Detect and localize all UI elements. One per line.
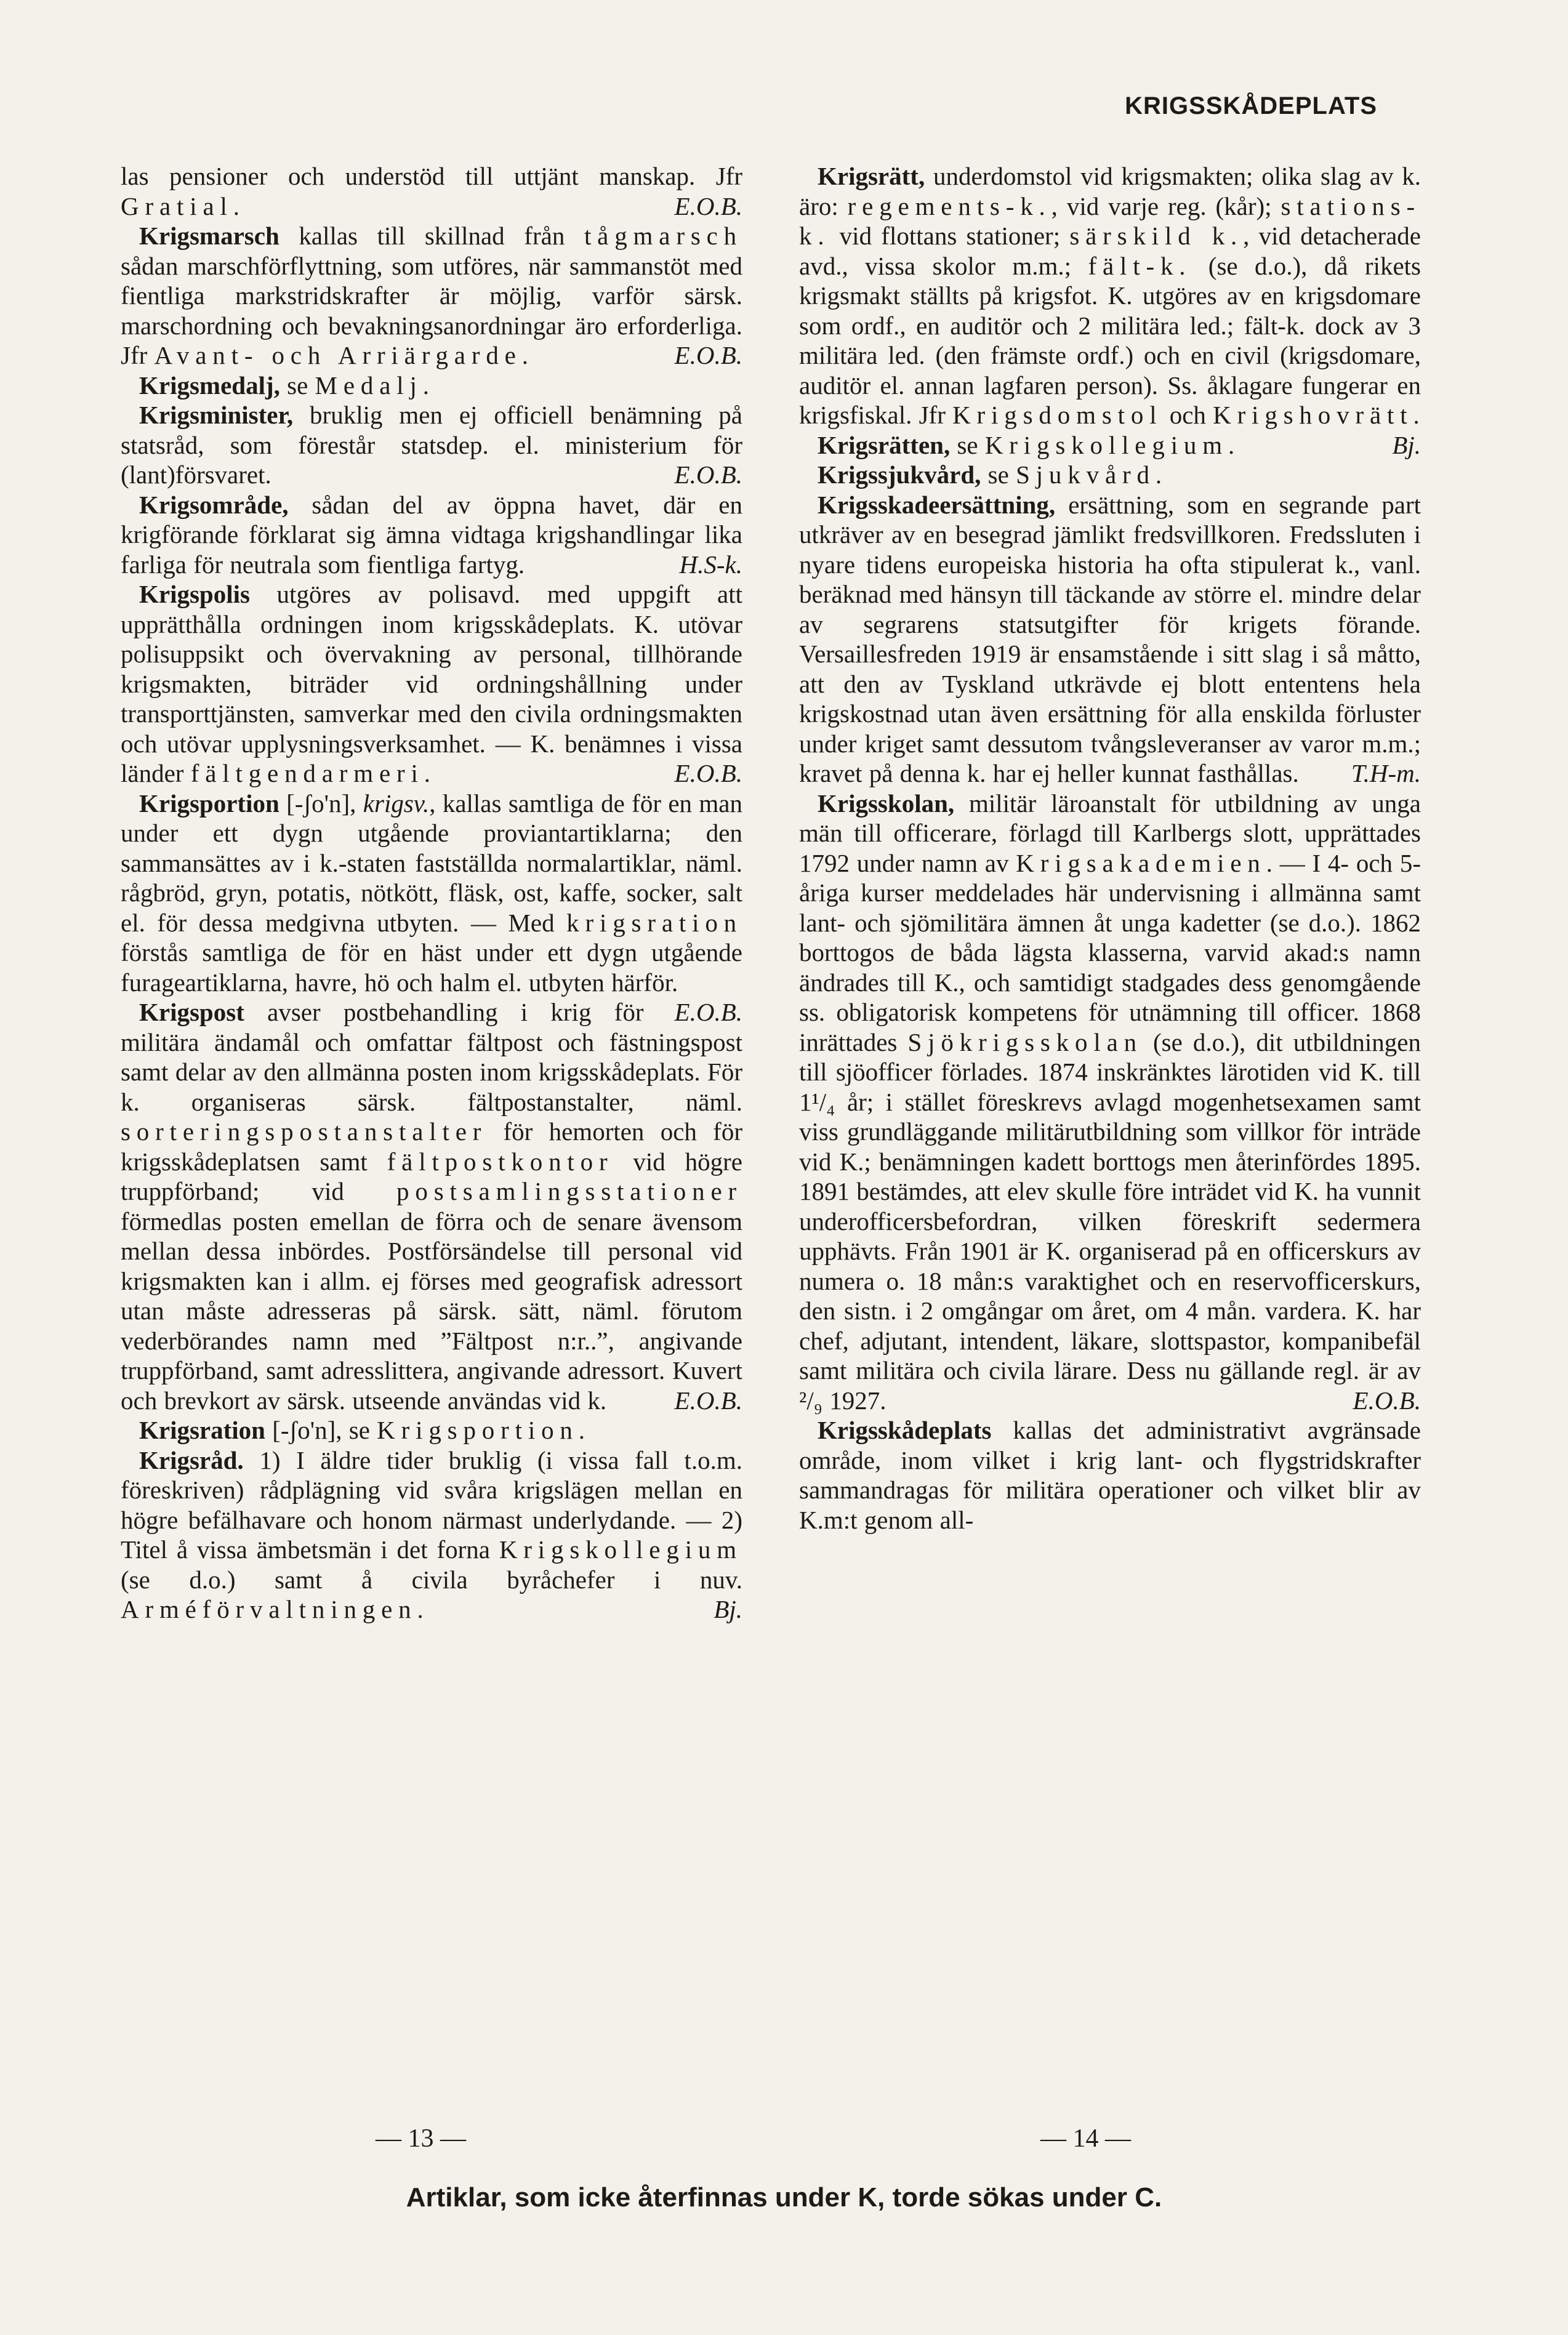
entry-krigssjukvard: Krigssjukvård, se Sjukvård. <box>818 460 1162 489</box>
entry-krigsration: Krigsration [-ʃo'n], se Krigsportion. <box>139 1416 585 1444</box>
left-column <box>121 161 742 1625</box>
entry-krigsrad: Krigsråd. 1) I äldre tider bruklig (i vissa fall t.o.m. föreskriven) rådplägning vid svåra krigslägen mellan en högre befälhavare och honom närmast underlydande. — 2) Titel å vissa ämbetsmän i det forna Krigskollegium (se d.o.) samt å civila byråchefer i nuv. Arméförvaltningen. Bj. <box>121 1445 742 1623</box>
right-column <box>799 161 1421 1535</box>
entry-krigsportion: Krigsportion [-ʃo'n], krigsv., kallas samtliga de för en man under ett dygn utgående proviantartiklarna; den sammansättes av i k.-staten fastställda normalartiklar, näml. rågbröd, gryn, potatis, nötkött, fläsk, ost, kaffe, socker, salt el. för dessa medgivna utbyten. — Med krigsration förstås samtliga de för en häst under ett dygn utgående furageartiklarna, havre, hö och halm el. utbyten härför. E.O.B. <box>121 789 742 1026</box>
entry-krigsmedalj: Krigsmedalj, se Medalj. <box>139 371 429 400</box>
entry-krigsskadeplats: Krigsskådeplats kallas det administrativt avgränsade område, inom vilket i krig lant- och flygstridskrafter sammandragas för militära operationer och vilket blir av K.m:t genom all- <box>799 1416 1421 1534</box>
entry-krigsmarsch: Krigsmarsch kallas till skillnad från tågmarsch sådan marschförflyttning, som utföres, när sammanstöt med fientliga markstridskrafter är möjlig, varför särsk. marschordning och bevakningsanordningar äro erforderliga. Jfr Avant- och Arriärgarde. E.O.B. <box>121 222 742 369</box>
entry-krigspolis: Krigspolis utgöres av polisavd. med uppgift att upprätthålla ordningen inom krigsskådeplats. K. utövar polisuppsikt och övervakning av personal, tillhörande krigsmakten, biträder vid ordningshållning under transporttjänsten, samverkar med den civila ordningsmakten och utövar upplysningsverksamhet. — K. benämnes i vissa länder fältgendarmeri. E.O.B. <box>121 580 742 787</box>
footer-note: Artiklar, som icke återfinnas under K, torde sökas under C. <box>406 2182 1162 2212</box>
entry-krigspost: Krigspost avser postbehandling i krig för militära ändamål och omfattar fältpost och fästningspost samt delar av den allmänna posten inom krigsskådeplats. För k. organiseras särsk. fältpostanstalter, näml. sorteringspostanstalter för hemorten och för krigsskådeplatsen samt fältpostkontor vid högre truppförband; vid postsamlingsstationer förmedlas posten emellan de förra och de senare ävensom mellan dessa inbördes. Postförsändelse till personal vid krigsmakten kan i allm. ej förses med geografisk adressort utan måste adresseras på särsk. sätt, näml. förutom vederbörandes namn med ”Fältpost n:r..”, angivande truppförband, samt adresslittera, angivande adressort. Kuvert och brevkort av särsk. utseende användas vid k. E.O.B. <box>121 998 742 1415</box>
entry-krigsskadeersattning: Krigsskadeersättning, ersättning, som en segrande part utkräver av en besegrad jämlikt fredsvillkoren. Fredssluten i nyare tidens europeiska historia ha ofta stipulerat k., vanl. beräknad med hänsyn till täckande av större el. mindre delar av segrarens statsutgifter för krigets förande. Versaillesfreden 1919 är ensamstående i sitt slag i så måtto, att den av Tyskland utkrävde ej blott ententens hela krigskostnad utan även ersättning för alla enskilda förluster under kriget samt dessutom tvångsleveranser av varor m.m.; kravet på denna k. har ej heller kunnat fasthållas. T.H-m. <box>799 490 1421 787</box>
page-number-right: — 14 — <box>1040 2124 1131 2153</box>
entry-continuation: las pensioner och understöd till uttjänt manskap. Jfr Gratial. E.O.B. <box>121 162 742 220</box>
entry-krigsratten: Krigsrätten, se Krigskollegium. <box>818 430 1235 459</box>
entry-krigsskolan: Krigsskolan, militär läroanstalt för utbildning av unga män till officerare, förlagd till Karlbergs slott, upprättades 1792 under namn av Krigsakademien. — I 4- och 5-åriga kurser meddelades här undervisning i allmänna samt lant- och sjömilitära ämnen åt unga kadetter (se d.o.). 1862 borttogos de båda lägsta klasserna, varvid akad:s namn ändrades till K., och samtidigt stadgades dess genomgående ss. obligatorisk kompetens för utnämning till officer. 1868 inrättades Sjökrigsskolan (se d.o.), dit utbildningen till sjöofficer förlades. 1874 inskränktes lärotiden vid K. till 1¹/₄ år; i stället föreskrevs avlagd mogenhetsexamen samt viss grundläggande militärutbildning som villkor för inträde vid K.; benämningen kadett borttogs men återinfördes 1895. 1891 bestämdes, att elev skulle före inträdet vid K. ha vunnit underofficersbefordran, vilken föreskrift sedermera upphävts. Från 1901 är K. organiserad på en officerskurs av numera o. 18 mån:s varaktighet och en reservofficerskurs, den sistn. i 2 omgångar om året, om 4 mån. vardera. K. har chef, adjutant, intendent, läkare, slottspastor, kompanibefäl samt militära och civila lärare. Dess nu gällande regl. är av ²/₉ 1927. E.O.B. <box>799 789 1421 1415</box>
entry-krigsratt: Krigsrätt, underdomstol vid krigsmakten; olika slag av k. äro: regements-k., vid varje reg. (kår); stations-k. vid flottans stationer; särskild k., vid detacherade avd., vissa skolor m.m.; fält-k. (se d.o.), då rikets krigsmakt ställts på krigsfot. K. utgöres av en krigsdomare som ordf., en auditör och 2 militära led.; fält-k. dock av 3 militära led. (den främste ordf.) och en civil (krigsdomare, auditör el. annan lagfaren person). Ss. åklagare fungerar en krigsfiskal. Jfr Krigsdomstol och Krigshovrätt. Bj. <box>799 162 1421 459</box>
running-head: KRIGSSKÅDEPLATS <box>1125 92 1377 119</box>
page-number-left: — 13 — <box>376 2124 466 2153</box>
entry-krigsomrade: Krigsområde, sådan del av öppna havet, där en krigförande förklarat sig ämna vidtaga krigshandlingar lika farliga för neutrala som fientliga fartyg. H.S-k. <box>121 490 742 579</box>
entry-krigsminister: Krigsminister, bruklig men ej officiell benämning på statsråd, som förestår statsdep. el. ministerium för (lant)försvaret. E.O.B. <box>121 401 742 489</box>
